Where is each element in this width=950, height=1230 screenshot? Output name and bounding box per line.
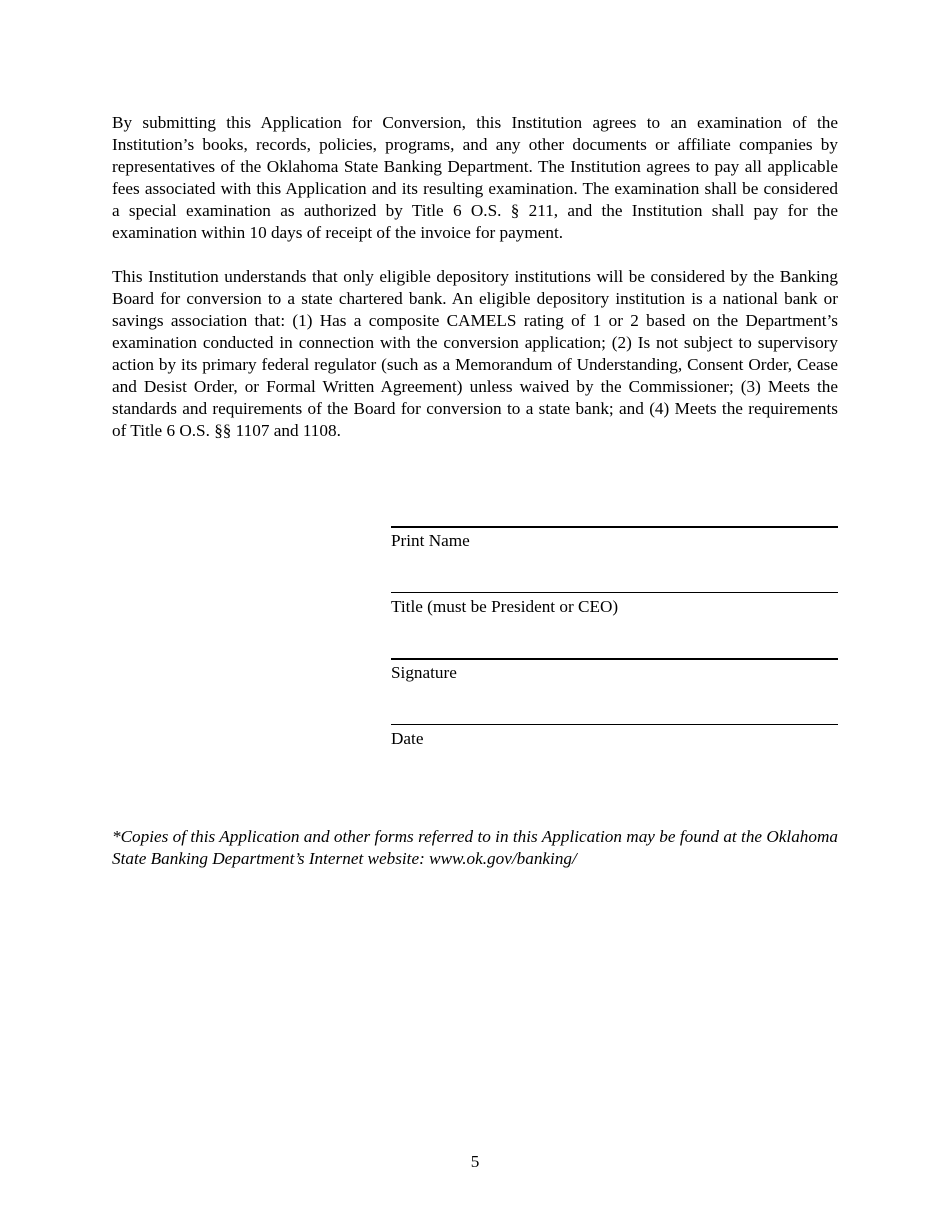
title-line: [391, 592, 838, 593]
conversion-examination-paragraph: By submitting this Application for Conversion, this Institution agrees to an examination of the Institution’s books, records, policies, programs, and any other documents or affiliate companies by representatives of the Oklahoma State Banking Department. The Institution agrees to pay all applicable fees associated with this Application and its resulting examination. The examination shall be considered a special examination as authorized by Title 6 O.S. § 211, and the Institution shall pay for the examination within 10 days of receipt of the invoice for payment.: [112, 113, 838, 242]
date-line: [391, 724, 838, 725]
print-name-label: Print Name: [391, 531, 470, 550]
print-name-line: [391, 526, 838, 528]
signature-label: Signature: [391, 663, 457, 682]
footnote: *Copies of this Application and other forms referred to in this Application may be found at the Oklahoma State Banking Department’s Internet website: www.ok.gov/banking/: [112, 827, 838, 868]
signature-line: [391, 658, 838, 660]
page-number: 5: [470, 1152, 480, 1171]
title-label: Title (must be President or CEO): [391, 597, 619, 616]
date-label: Date: [391, 729, 424, 748]
eligibility-paragraph: This Institution understands that only eligible depository institutions will be considered by the Banking Board for conversion to a state chartered bank. An eligible depository institution is a national bank or savings association that: (1) Has a composite CAMELS rating of 1 or 2 based on the Department’s examination conducted in connection with the conversion application; (2) Is not subject to supervisory action by its primary federal regulator (such as a Memorandum of Understanding, Consent Order, Cease and Desist Order, or Formal Written Agreement) unless waived by the Commissioner; (3) Meets the standards and requirements of the Board for conversion to a state bank; and (4) Meets the requirements of Title 6 O.S. §§ 1107 and 1108.: [112, 267, 838, 440]
